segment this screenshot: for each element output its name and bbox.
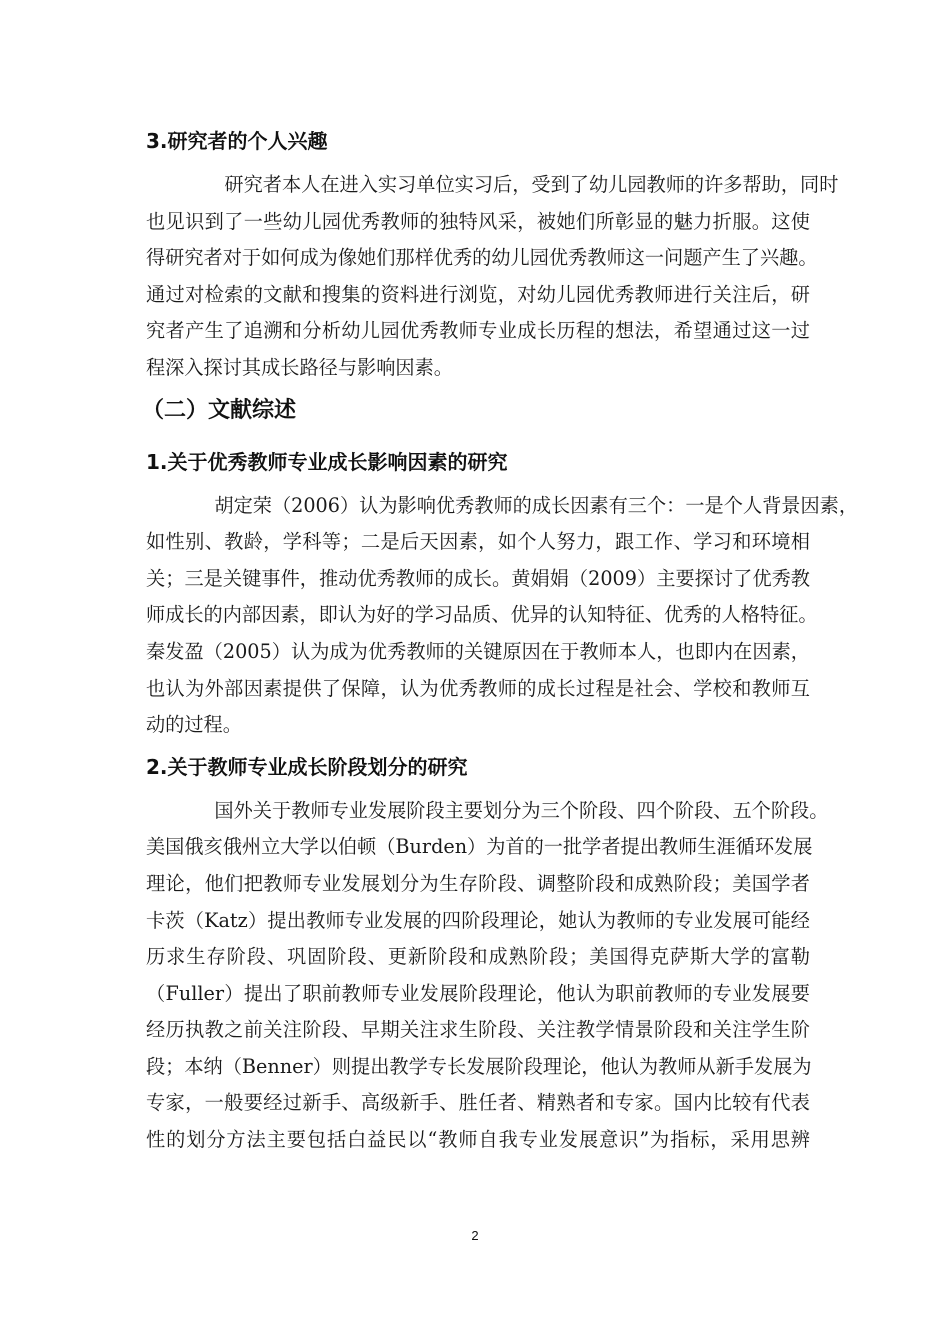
- text-line: 究者产生了追溯和分析幼儿园优秀教师专业成长历程的想法，希望通过这一过: [146, 319, 810, 343]
- section-heading-influencing-factors: 1.关于优秀教师专业成长影响因素的研究: [146, 449, 508, 474]
- text-line: 胡定荣（2006）认为影响优秀教师的成长因素有三个：一是个人背景因素，: [214, 493, 859, 517]
- text-line: 美国俄亥俄州立大学以伯顿（Burden）为首的一批学者提出教师生涯循环发展: [146, 835, 813, 859]
- page-number: 2: [471, 1228, 479, 1243]
- text-line: 得研究者对于如何成为像她们那样优秀的幼儿园优秀教师这一问题产生了兴趣。: [146, 246, 818, 270]
- text-line: 专家，一般要经过新手、高级新手、胜任者、精熟者和专家。国内比较有代表: [146, 1091, 810, 1115]
- text-line: 通过对检索的文献和搜集的资料进行浏览，对幼儿园优秀教师进行关注后，研: [146, 282, 810, 306]
- text-line: 师成长的内部因素，即认为好的学习品质、优异的认知特征、优秀的人格特征。: [146, 603, 818, 627]
- paragraph-personal-interest: [146, 167, 839, 387]
- text-line: 段；本纳（Benner）则提出教学专长发展阶段理论，他认为教师从新手发展为: [146, 1054, 812, 1078]
- text-line: 经历执教之前关注阶段、早期关注求生阶段、关注教学情景阶段和关注学生阶: [146, 1018, 810, 1042]
- text-line: 性的划分方法主要包括白益民以“教师自我专业发展意识”为指标，采用思辨: [146, 1128, 810, 1152]
- page-content: [142, 126, 859, 1159]
- text-line: 如性别、教龄，学科等；二是后天因素，如个人努力，跟工作、学习和环境相: [146, 530, 810, 554]
- section-heading-stage-division: 2.关于教师专业成长阶段划分的研究: [146, 754, 468, 779]
- text-line: 关；三是关键事件，推动优秀教师的成长。黄娟娟（2009）主要探讨了优秀教: [146, 566, 810, 590]
- text-line: 也见识到了一些幼儿园优秀教师的独特风采，被她们所彰显的魅力折服。这使: [146, 209, 810, 233]
- text-line: 秦发盈（2005）认为成为优秀教师的关键原因在于教师本人，也即内在因素，: [146, 639, 810, 663]
- paragraph-influencing-factors: [146, 488, 859, 744]
- text-line: 研究者本人在进入实习单位实习后，受到了幼儿园教师的许多帮助，同时: [224, 173, 839, 196]
- text-line: （Fuller）提出了职前教师专业发展阶段理论，他认为职前教师的专业发展要: [146, 981, 810, 1005]
- text-line: 也认为外部因素提供了保障，认为优秀教师的成长过程是社会、学校和教师互: [146, 676, 810, 700]
- section-heading-literature-review: （二）文献综述: [142, 397, 297, 423]
- paragraph-stage-division: [146, 793, 829, 1159]
- text-line: 国外关于教师专业发展阶段主要划分为三个阶段、四个阶段、五个阶段。: [214, 798, 829, 822]
- text-line: 历求生存阶段、巩固阶段、更新阶段和成熟阶段；美国得克萨斯大学的富勒: [146, 945, 810, 969]
- text-line: 卡茨（Katz）提出教师专业发展的四阶段理论，她认为教师的专业发展可能经: [146, 908, 810, 932]
- text-line: 动的过程。: [146, 713, 242, 737]
- section-heading-personal-interest: 3.研究者的个人兴趣: [146, 129, 328, 153]
- text-line: 理论，他们把教师专业发展划分为生存阶段、调整阶段和成熟阶段；美国学者: [146, 871, 810, 895]
- text-line: 程深入探讨其成长路径与影响因素。: [146, 355, 453, 379]
